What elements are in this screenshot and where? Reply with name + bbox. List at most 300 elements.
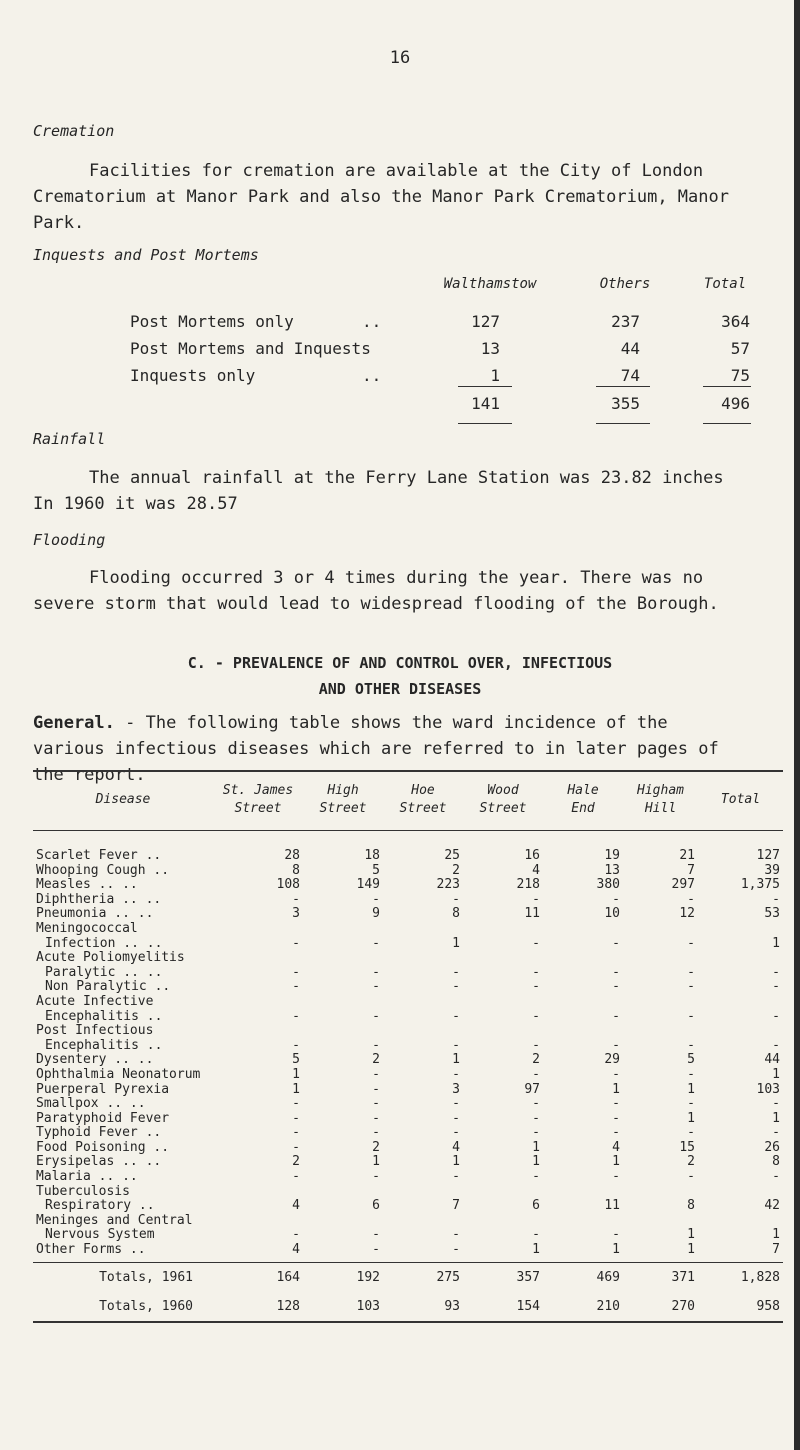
table-cell: 1 (687, 1110, 695, 1126)
table-row (33, 980, 783, 995)
table-cell: - (372, 1125, 380, 1141)
col-header-ward (303, 771, 383, 831)
col-header-text: Hoe (411, 783, 435, 798)
table-row (33, 966, 783, 981)
table-cell: 11 (524, 906, 540, 922)
cremation-line-2: Crematorium at Manor Park and also the Manor Park Crematorium, Manor (33, 187, 729, 207)
flooding-paragraph (33, 565, 783, 617)
table-cell: 1 (532, 1139, 540, 1155)
table-cell: 1 (452, 1052, 460, 1068)
inquest-total-walthamstow: 141 (471, 394, 500, 413)
table-cell: - (612, 1169, 620, 1185)
disease-name: Meninges and Central (36, 1212, 193, 1228)
general-label: General. (33, 713, 115, 733)
table-row (33, 1141, 783, 1156)
table-cell: - (292, 1125, 300, 1141)
table-cell: - (687, 1037, 695, 1053)
col-header-text: St. James (222, 783, 294, 798)
table-cell: 6 (372, 1198, 380, 1214)
table-cell: - (612, 1008, 620, 1024)
cremation-paragraph (33, 158, 783, 236)
disease-name: Ophthalmia Neonatorum (36, 1066, 201, 1082)
table-cell: - (452, 979, 460, 995)
table-cell (383, 1024, 463, 1039)
table-cell (383, 951, 463, 966)
table-cell (303, 1024, 383, 1039)
table-cell: - (687, 891, 695, 907)
disease-name: Typhoid Fever .. (36, 1125, 162, 1141)
table-cell: - (612, 1096, 620, 1112)
disease-name: Erysipelas .. .. (36, 1154, 162, 1170)
table-cell: - (532, 1037, 540, 1053)
table-cell: 297 (671, 877, 695, 893)
table-cell: 1 (452, 935, 460, 951)
table-cell (213, 995, 303, 1010)
table-cell: - (292, 1096, 300, 1112)
totals-cell: 154 (463, 1292, 543, 1322)
inquest-value-others: 237 (611, 312, 640, 331)
general-line-1: - The following table shows the ward incidence of the (114, 713, 668, 733)
totals-cell: 210 (543, 1292, 623, 1322)
totals-cell: 371 (671, 1269, 695, 1285)
table-row (33, 1112, 783, 1127)
table-cell: - (687, 979, 695, 995)
table-cell: 149 (356, 877, 380, 893)
table-cell: - (452, 1096, 460, 1112)
table-cell (463, 951, 543, 966)
col-header-text: Street (319, 801, 367, 816)
table-cell (303, 1214, 383, 1229)
rainfall-heading: Rainfall (33, 430, 106, 448)
table-row (33, 1126, 783, 1141)
table-cell: 7 (452, 1198, 460, 1214)
table-cell: 2 (292, 1154, 300, 1170)
table-cell: 380 (596, 877, 620, 893)
col-header-text: Total (720, 792, 761, 807)
disease-name: Paralytic .. .. (45, 964, 163, 980)
table-row (33, 922, 783, 937)
table-cell: - (687, 1125, 695, 1141)
table-cell: - (532, 979, 540, 995)
inquest-value-walthamstow: 127 (471, 312, 500, 331)
table-cell: - (772, 979, 780, 995)
table-cell: - (772, 1008, 780, 1024)
table-cell: 21 (679, 848, 695, 863)
totals-cell: 1,828 (740, 1269, 780, 1285)
table-cell: - (532, 1110, 540, 1126)
inquest-value-others: 44 (620, 339, 640, 358)
table-cell: 8 (772, 1154, 780, 1170)
table-cell: - (292, 1227, 300, 1243)
col-header-text: Hill (644, 801, 677, 816)
table-cell: 8 (292, 862, 300, 878)
table-row (33, 831, 783, 864)
table-cell: - (612, 979, 620, 995)
table-row (33, 1083, 783, 1098)
table-row (33, 1068, 783, 1083)
table-cell: - (292, 1037, 300, 1053)
table-cell: 25 (444, 848, 460, 863)
table-cell: 19 (604, 848, 620, 863)
table-cell: 10 (604, 906, 620, 922)
table-cell (303, 1185, 383, 1200)
table-cell: - (452, 1066, 460, 1082)
col-header-disease (33, 771, 213, 831)
table-cell (543, 1024, 623, 1039)
cremation-heading: Cremation (33, 122, 115, 140)
disease-name: Whooping Cough .. (36, 862, 170, 878)
rainfall-line-2: In 1960 it was 28.57 (33, 494, 238, 514)
table-cell: - (292, 1139, 300, 1155)
table-cell: 8 (452, 906, 460, 922)
table-cell: - (372, 1110, 380, 1126)
table-cell: - (532, 964, 540, 980)
table-cell: - (612, 1037, 620, 1053)
table-cell: 44 (764, 1052, 780, 1068)
table-cell: - (372, 1227, 380, 1243)
table-cell: 1,375 (740, 877, 780, 893)
table-cell: - (687, 1169, 695, 1185)
table-row (33, 1155, 783, 1170)
table-row (33, 1199, 783, 1214)
table-row (33, 1243, 783, 1262)
disease-name: Scarlet Fever .. (36, 848, 162, 863)
totals-cell: 128 (213, 1292, 303, 1322)
general-line-3: the report. (33, 765, 146, 785)
table-cell: 1 (772, 1227, 780, 1243)
table-cell: 2 (532, 1052, 540, 1068)
table-cell: - (612, 1066, 620, 1082)
table-cell (698, 995, 783, 1010)
table-cell: 4 (612, 1139, 620, 1155)
table-cell: - (372, 891, 380, 907)
table-cell: 42 (764, 1198, 780, 1214)
table-row (33, 1170, 783, 1185)
table-cell: - (612, 964, 620, 980)
section-title-line-1: C. - PREVALENCE OF AND CONTROL OVER, INFECTIOUS (187, 654, 613, 672)
table-cell: 4 (213, 1243, 303, 1262)
table-cell: - (772, 1125, 780, 1141)
table-cell: 18 (364, 848, 380, 863)
table-cell: 103 (756, 1081, 780, 1097)
table-row (33, 893, 783, 908)
table-cell: - (612, 891, 620, 907)
rainfall-line-1: The annual rainfall at the Ferry Lane Station was 23.82 inches (89, 468, 724, 488)
disease-name: Malaria .. .. (36, 1169, 138, 1185)
table-cell (623, 922, 698, 937)
table-cell: 1 (372, 1154, 380, 1170)
totals-cell: 270 (623, 1292, 698, 1322)
table-cell: - (452, 1169, 460, 1185)
table-row (33, 1024, 783, 1039)
table-cell: 53 (764, 906, 780, 922)
rainfall-paragraph (33, 465, 783, 517)
table-cell: 1 (532, 1154, 540, 1170)
table-cell: - (532, 1096, 540, 1112)
general-line-2: various infectious diseases which are referred to in later pages of (33, 739, 719, 759)
table-cell: 1 (463, 1243, 543, 1262)
disease-name: Tuberculosis (36, 1183, 130, 1199)
table-cell (463, 922, 543, 937)
inquest-row-dots: .. (362, 366, 382, 385)
table-cell (303, 922, 383, 937)
table-cell: 1 (612, 1154, 620, 1170)
table-cell: - (292, 1110, 300, 1126)
disease-name: Diphtheria .. .. (36, 891, 162, 907)
table-totals (33, 1262, 783, 1322)
table-cell: 4 (452, 1139, 460, 1155)
table-cell (543, 995, 623, 1010)
section-title-line-2: AND OTHER DISEASES (318, 680, 482, 698)
disease-name: Other Forms .. (33, 1243, 213, 1262)
table-cell (698, 1024, 783, 1039)
col-header-text: Wood (487, 783, 519, 798)
table-cell: 5 (687, 1052, 695, 1068)
table-row (33, 907, 783, 922)
inquest-row-label: Post Mortems only (130, 312, 294, 331)
cremation-line-1: Facilities for cremation are available at the City of London (89, 161, 704, 181)
table-cell: 13 (604, 862, 620, 878)
flooding-line-2: severe storm that would lead to widespread flooding of the Borough. (33, 594, 719, 614)
table-cell: 223 (436, 877, 460, 893)
col-header-ward (213, 771, 303, 831)
table-cell (213, 1024, 303, 1039)
table-body (33, 831, 783, 1263)
table-cell: 218 (516, 877, 540, 893)
table-cell: - (303, 1243, 383, 1262)
table-cell (383, 995, 463, 1010)
table-cell (623, 1024, 698, 1039)
inquest-value-walthamstow: 13 (480, 339, 500, 358)
inquests-heading: Inquests and Post Mortems (33, 246, 259, 264)
table-cell: 1 (543, 1243, 623, 1262)
flooding-line-1: Flooding occurred 3 or 4 times during the year. There was no (89, 568, 704, 588)
disease-name: Puerperal Pyrexia (36, 1081, 170, 1097)
inquest-value-total: 364 (721, 312, 750, 331)
page-edge (794, 0, 800, 1450)
table-cell: - (532, 1066, 540, 1082)
table-cell: 2 (687, 1154, 695, 1170)
table-cell: - (532, 1008, 540, 1024)
table-cell: - (612, 1125, 620, 1141)
table-row (33, 995, 783, 1010)
table-cell: - (772, 964, 780, 980)
col-header-text: Street (234, 801, 282, 816)
table-cell: - (372, 1169, 380, 1185)
table-cell: - (292, 1008, 300, 1024)
table-cell: - (772, 1037, 780, 1053)
col-header-walthamstow: Walthamstow (443, 276, 537, 292)
disease-name: Post Infectious (36, 1023, 154, 1039)
flooding-heading: Flooding (33, 531, 106, 549)
table-cell (623, 1185, 698, 1200)
col-header-ward (623, 771, 698, 831)
table-cell: - (452, 891, 460, 907)
table-cell (543, 922, 623, 937)
table-cell: 1 (772, 1110, 780, 1126)
table-cell: - (687, 1096, 695, 1112)
table-cell: 1 (687, 1081, 695, 1097)
table-cell: 3 (292, 906, 300, 922)
table-cell: - (532, 1227, 540, 1243)
table-cell (463, 1185, 543, 1200)
table-row (33, 1185, 783, 1200)
table-cell: 11 (604, 1198, 620, 1214)
table-cell: - (292, 935, 300, 951)
table-cell: 3 (452, 1081, 460, 1097)
table-cell: - (383, 1243, 463, 1262)
inquest-row-label: Post Mortems and Inquests (130, 339, 371, 358)
table-row (33, 1214, 783, 1229)
table-cell: - (372, 935, 380, 951)
disease-name: Infection .. .. (45, 935, 163, 951)
table-cell (543, 1185, 623, 1200)
table-cell (698, 1214, 783, 1229)
table-row (33, 1053, 783, 1068)
table-cell (213, 951, 303, 966)
table-cell: 1 (452, 1154, 460, 1170)
inquest-value-total: 57 (730, 339, 750, 358)
inquest-row-label: Inquests only (130, 366, 256, 385)
table-cell (698, 951, 783, 966)
table-cell (698, 1185, 783, 1200)
col-header-others: Others (599, 276, 651, 292)
table-cell (463, 1214, 543, 1229)
disease-name: Dysentery .. .. (36, 1052, 154, 1068)
table-cell: 6 (532, 1198, 540, 1214)
table-row (33, 1228, 783, 1243)
col-header-ward (383, 771, 463, 831)
table-cell: 2 (452, 862, 460, 878)
table-cell: - (452, 1110, 460, 1126)
sum-rule (703, 386, 751, 387)
table-cell: - (772, 1096, 780, 1112)
totals-cell: 357 (516, 1269, 540, 1285)
totals-label: Totals, 1960 (33, 1292, 213, 1322)
disease-name: Pneumonia .. .. (36, 906, 154, 922)
table-cell: - (372, 1008, 380, 1024)
col-header-text: Hale (567, 783, 599, 798)
table-cell: 108 (276, 877, 300, 893)
disease-name: Encephalitis .. (45, 1008, 163, 1024)
totals-row (33, 1262, 783, 1292)
totals-label: Totals, 1961 (99, 1269, 193, 1285)
table-cell: - (372, 1081, 380, 1097)
table-cell: 5 (372, 862, 380, 878)
table-row (33, 864, 783, 879)
table-cell: - (292, 1169, 300, 1185)
inquest-value-total: 75 (730, 366, 750, 385)
table-cell: 8 (687, 1198, 695, 1214)
totals-cell: 958 (698, 1292, 783, 1322)
table-cell: - (292, 979, 300, 995)
table-cell: 1 (292, 1081, 300, 1097)
sum-rule (596, 386, 650, 387)
disease-name: Respiratory .. (45, 1198, 155, 1214)
totals-cell: 469 (596, 1269, 620, 1285)
table-cell: - (687, 1008, 695, 1024)
table-cell (463, 995, 543, 1010)
table-row (33, 1097, 783, 1112)
table-cell: - (612, 935, 620, 951)
table-row (33, 1010, 783, 1025)
table-cell: 9 (372, 906, 380, 922)
table-cell (303, 995, 383, 1010)
table-cell: 39 (764, 862, 780, 878)
table-cell (213, 1185, 303, 1200)
disease-name: Measles .. .. (36, 877, 138, 893)
inquest-value-others: 74 (620, 366, 640, 385)
table-cell: 7 (698, 1243, 783, 1262)
table-cell: 1 (612, 1081, 620, 1097)
disease-name: Smallpox .. .. (36, 1096, 146, 1112)
total-rule (458, 423, 512, 424)
table-cell: - (372, 1096, 380, 1112)
table-cell: - (532, 1169, 540, 1185)
table-cell (623, 995, 698, 1010)
table-cell: 1 (292, 1066, 300, 1082)
table-cell: 15 (679, 1139, 695, 1155)
disease-name: Acute Poliomyelitis (36, 950, 185, 966)
inquest-value-walthamstow: 1 (490, 366, 500, 385)
disease-name: Food Poisoning .. (36, 1139, 170, 1155)
col-header-text: Disease (95, 792, 151, 807)
totals-cell: 164 (276, 1269, 300, 1285)
col-header-ward (698, 771, 783, 831)
table-cell (383, 1185, 463, 1200)
table-cell: 28 (284, 848, 300, 863)
table-cell (213, 922, 303, 937)
table-cell: 2 (372, 1052, 380, 1068)
col-header-text: End (571, 801, 595, 816)
infectious-diseases-table (33, 770, 783, 1323)
totals-cell: 275 (436, 1269, 460, 1285)
disease-name: Paratyphoid Fever (36, 1110, 170, 1126)
table-cell: - (452, 1008, 460, 1024)
table-cell: - (772, 1169, 780, 1185)
disease-name: Nervous System (45, 1227, 155, 1243)
disease-name: Encephalitis .. (45, 1037, 163, 1053)
table-cell: 16 (524, 848, 540, 863)
table-header (33, 771, 783, 831)
table-cell (383, 1214, 463, 1229)
table-row (33, 878, 783, 893)
table-cell: 29 (604, 1052, 620, 1068)
table-cell (383, 922, 463, 937)
totals-row (33, 1292, 783, 1322)
inquest-total-total: 496 (721, 394, 750, 413)
table-cell: - (532, 935, 540, 951)
table-cell: - (612, 1227, 620, 1243)
table-cell: 26 (764, 1139, 780, 1155)
col-header-text: Higham (637, 783, 684, 798)
table-cell: - (372, 979, 380, 995)
disease-name: Non Paralytic .. (45, 979, 171, 995)
table-cell: - (292, 964, 300, 980)
table-cell (543, 951, 623, 966)
col-header-text: Street (479, 801, 527, 816)
totals-cell: 103 (303, 1292, 383, 1322)
table-cell: 1 (772, 935, 780, 951)
table-cell: 1 (772, 1066, 780, 1082)
table-cell (303, 951, 383, 966)
table-cell: 12 (679, 906, 695, 922)
table-cell: - (772, 891, 780, 907)
disease-name: Acute Infective (36, 993, 154, 1009)
inquest-row-dots: .. (362, 312, 382, 331)
table-cell (623, 951, 698, 966)
table-cell: 2 (372, 1139, 380, 1155)
